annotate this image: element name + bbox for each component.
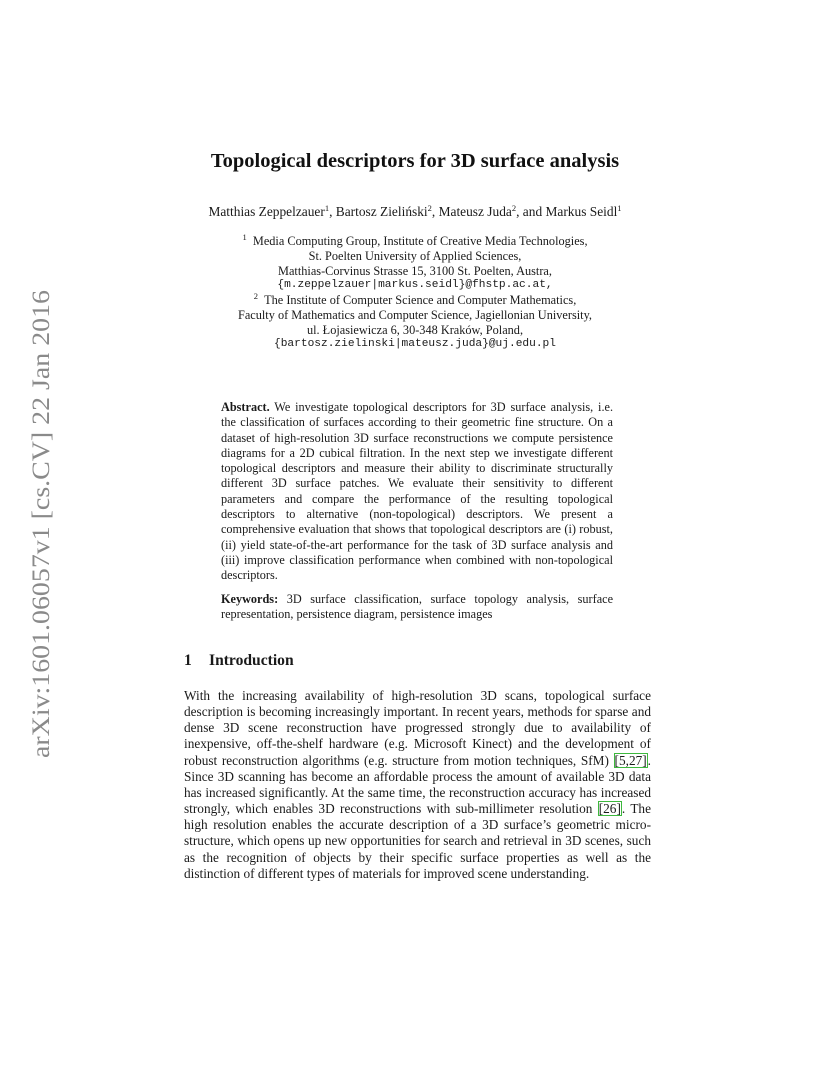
affiliation-text: The Institute of Computer Science and Computer Mathematics, bbox=[264, 293, 577, 307]
abstract-label: Abstract. bbox=[221, 400, 270, 414]
affiliation-line: Matthias-Corvinus Strasse 15, 3100 St. Poelten, Austra, bbox=[278, 263, 552, 278]
arxiv-stamp-text[interactable]: arXiv:1601.06057v1 [cs.CV] 22 Jan 2016 bbox=[26, 330, 55, 758]
author-name: Mateusz Juda bbox=[438, 204, 512, 219]
author-separator: , bbox=[431, 204, 439, 219]
section-number: 1 bbox=[184, 652, 192, 669]
arxiv-stamp-svg bbox=[12, 288, 62, 758]
affiliation-mark: 1 bbox=[617, 203, 622, 213]
affiliation-mark: 2 bbox=[511, 203, 517, 213]
affiliation-mark: 1 bbox=[324, 203, 330, 213]
intro-paragraph bbox=[184, 688, 651, 882]
citation-text: 27] bbox=[628, 752, 647, 768]
affiliation-line bbox=[140, 234, 690, 249]
section-heading bbox=[184, 652, 294, 670]
affiliation-mark: 2 bbox=[253, 291, 258, 301]
author-name: Bartosz Zieliński bbox=[335, 204, 428, 219]
affiliation-1 bbox=[140, 234, 690, 293]
affiliation-2 bbox=[140, 293, 690, 352]
author-name: Markus Seidl bbox=[545, 204, 618, 219]
affiliation-mark: 2 bbox=[427, 203, 432, 213]
keywords-label: Keywords: bbox=[221, 592, 279, 606]
paper-title: Topological descriptors for 3D surface analysis bbox=[210, 150, 620, 172]
affiliation-line: ul. Łojasiewicza 6, 30-348 Kraków, Poland, bbox=[306, 322, 524, 337]
citation-text: [5 bbox=[614, 752, 626, 768]
intro-text: . The high resolution enables the accurate description of a 3D surface’s geometric micro-structure, which opens up new opportunities for search and retrieval in 3D scenes, such as the recognition of objects by their specific surface properties as well as the distinction of different types of materials for improved scene understanding. bbox=[184, 801, 651, 881]
affiliation-line bbox=[140, 293, 690, 308]
keywords bbox=[221, 592, 613, 623]
affiliation-email[interactable]: {m.zeppelzauer|markus.seidl}@fhstp.ac.at, bbox=[277, 279, 553, 292]
affiliation-line: Faculty of Mathematics and Computer Science, Jagiellonian University, bbox=[237, 307, 592, 322]
author-name: Matthias Zeppelzauer bbox=[208, 204, 325, 219]
citation-link[interactable]: [26] bbox=[598, 801, 621, 817]
keywords-text: 3D surface classification, surface topology analysis, surface representation, persistence diagram, persistence images bbox=[221, 592, 614, 622]
citation-link[interactable]: [5,27] bbox=[614, 752, 647, 768]
author-list bbox=[140, 204, 690, 220]
intro-text: With the increasing availability of high-resolution 3D scans, topological surface description is becoming increasingly important. In recent years, methods for sparse and dense 3D scene reconstruction have progressed strongly due to availability of inexpensive, off-the-shelf hardware (e.g. Microsoft Kinect) and the development of robust reconstruction algorithms (e.g. structure from motion techniques, SfM) bbox=[184, 688, 651, 768]
author-separator: , and bbox=[516, 204, 546, 219]
affiliation-mark: 1 bbox=[242, 232, 247, 242]
affiliation-text: Media Computing Group, Institute of Creative Media Technologies, bbox=[252, 234, 588, 248]
arxiv-identifier-stamp bbox=[12, 288, 62, 758]
intro-text: . Since 3D scanning has become an affordable process the amount of available 3D data has increased significantly. At the same time, the reconstruction accuracy has increased strongly, which enables 3D reconstructions with sub-millimeter resolution bbox=[184, 752, 651, 817]
abstract bbox=[221, 400, 613, 584]
affiliation-line: St. Poelten University of Applied Sciences, bbox=[308, 248, 522, 263]
abstract-text: We investigate topological descriptors for 3D surface analysis, i.e. the classification of surfaces according to their geometric fine structure. On a dataset of high-resolution 3D surface reconstructions we compute persistence diagrams for a 2D cubical filtration. In the next step we investigate different topological descriptors and measure their ability to discriminate structurally different 3D surface patches. We evaluate their sensitivity to different parameters and compare the performance of the resulting topological descriptors to alternative (non-topological) descriptors. We present a comprehensive evaluation that shows that topological descriptors are (i) robust, (ii) yield state-of-the-art performance for the task of 3D surface analysis and (iii) improve classification performance when combined with non-topological descriptors. bbox=[221, 400, 614, 583]
author-separator: , bbox=[329, 204, 336, 219]
section-title: Introduction bbox=[209, 652, 294, 669]
affiliation-email[interactable]: {bartosz.zielinski|mateusz.juda}@uj.edu.pl bbox=[274, 338, 556, 351]
